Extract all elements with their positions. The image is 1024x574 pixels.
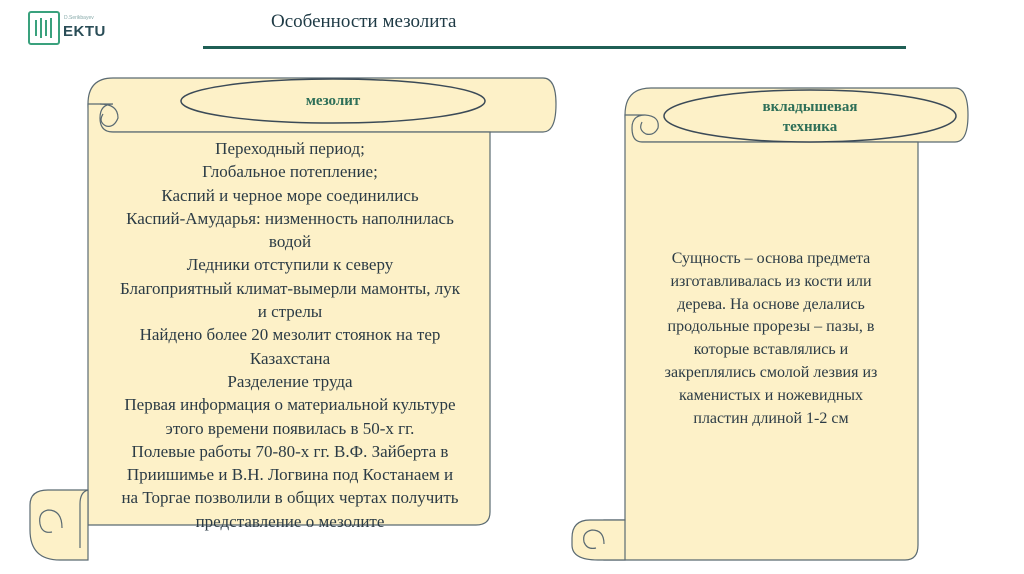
text-line: закреплялись смолой лезвия из <box>664 363 878 381</box>
text-line: Приишимье и В.Н. Логвина под Костанаем и <box>126 465 454 485</box>
text-line: Казахстана <box>249 348 331 368</box>
right-scroll-text <box>628 248 914 430</box>
text-line: этого времени появилась в 50-х гг. <box>165 418 415 438</box>
text-line: которые вставлялись и <box>693 341 849 359</box>
text-line: и стрелы <box>257 302 323 322</box>
left-scroll-text <box>92 137 488 533</box>
left-scroll-bottom-curl <box>30 490 88 560</box>
text-line: Разделение труда <box>227 371 353 391</box>
logo-tagline: D.Serikbayev <box>64 15 94 21</box>
text-line: Сущность – основа предмета <box>671 250 871 267</box>
text-line: изготавливалась из кости или <box>670 272 872 290</box>
text-line: Первая информация о материальной культуре <box>124 395 456 415</box>
text-line: Переходный период; <box>215 139 365 158</box>
right-oval-label-line: техника <box>782 119 838 135</box>
text-line: пластин длиной 1-2 см <box>693 409 849 427</box>
text-line: Полевые работы 70-80-х гг. В.Ф. Зайберта в <box>131 441 449 461</box>
left-oval-label: мезолит <box>305 93 361 109</box>
text-line: каменистых и ножевидных <box>678 386 864 404</box>
text-line: Ледники отступили к северу <box>186 255 394 275</box>
text-line: Благоприятный климат-вымерли мамонты, лук <box>119 278 461 298</box>
logo-name: EKTU <box>63 23 106 40</box>
text-line: представление о мезолите <box>195 511 385 531</box>
text-line: продольные прорезы – пазы, в <box>667 318 875 336</box>
right-oval-label <box>720 97 900 137</box>
text-line: водой <box>268 232 312 252</box>
right-oval-label-line: вкладышевая <box>762 99 858 115</box>
text-line: Найдено более 20 мезолит стоянок на тер <box>139 325 441 345</box>
text-line: Каспий-Амударья: низменность наполнилась <box>126 208 454 228</box>
page-title: Особенности мезолита <box>271 11 457 32</box>
text-line: Каспий и черное море соединились <box>161 185 419 205</box>
right-scroll-bottom-curl <box>572 520 625 560</box>
text-line: дерева. На основе делались <box>677 295 865 313</box>
text-line: на Торгае позволили в общих чертах получить <box>121 488 459 508</box>
text-line: Глобальное потепление; <box>202 162 378 182</box>
